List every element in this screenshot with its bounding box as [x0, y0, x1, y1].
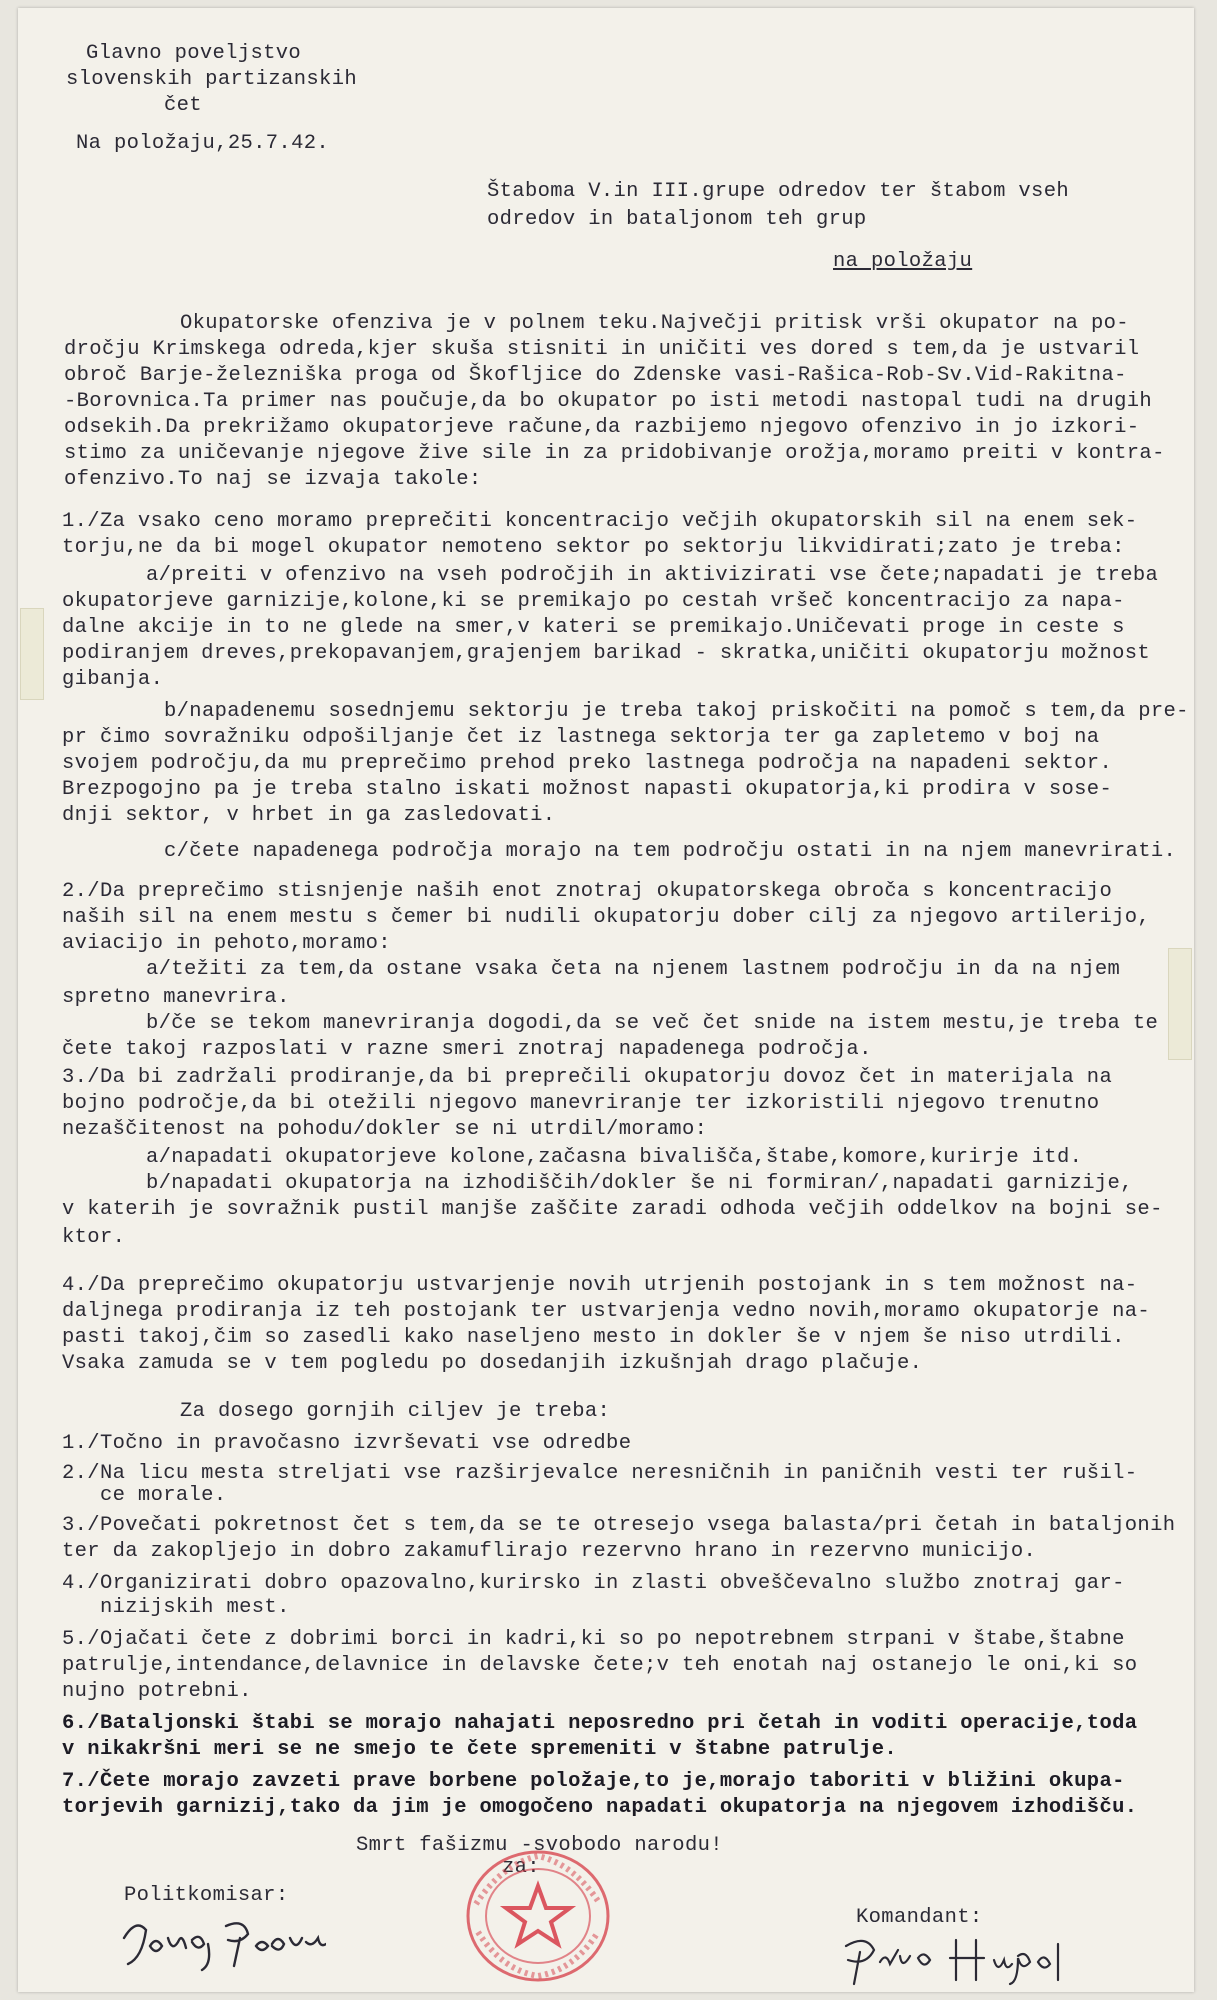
goal-line: patrulje,intendance,delavnice in delavske čete;v teh enotah naj ostanejo le oni,ki so	[62, 1654, 1138, 1677]
intro-line: odsekih.Da prekrižamo okupatorjeve račune,da razbijemo njegovo ofenzivo in jo izkori-	[64, 416, 1140, 439]
section-2-line: b/če se tekom manevriranja dogodi,da se več čet snide na istem mestu,je treba te	[146, 1012, 1159, 1035]
tape-strip	[1168, 948, 1192, 1060]
section-1-line: a/preiti v ofenzivo na vseh področjih in aktivizirati vse čete;napadati je treba	[146, 564, 1159, 587]
goal-line: 1./Točno in pravočasno izvrševati vse odredbe	[62, 1432, 632, 1455]
section-3-line: ktor.	[62, 1226, 126, 1249]
addressee-location: na položaju	[833, 250, 973, 273]
intro-line: ofenzivo.To naj se izvaja takole:	[64, 468, 482, 491]
section-4-line: daljnega prodiranja iz teh postojank ter ustvarjenja vedno novih,moramo okupatorje na-	[62, 1300, 1151, 1323]
goal-line: ce morale.	[62, 1484, 227, 1507]
section-3-line: 3./Da bi zadržali prodiranje,da bi preprečili okupatorju dovoz čet in materijala na	[62, 1066, 1113, 1089]
goals-heading: Za dosego gornjih ciljev je treba:	[180, 1400, 611, 1423]
section-1-line: okupatorjeve garnizije,kolone,ki se premikajo po cestah vršeč koncentracijo za napa-	[62, 590, 1125, 613]
goal-line: v nikakršni meri se ne smejo te čete spremeniti v štabne patrulje.	[62, 1738, 898, 1761]
goal-line: 3./Povečati pokretnost čet s tem,da se te otresejo vsega balasta/pri četah in bataljonih	[62, 1514, 1176, 1537]
section-3-line: bojno področje,da bi otežili njegovo manevriranje ter izkoristili njegovo trenutno	[62, 1092, 1100, 1115]
goal-line: 5./Ojačati čete z dobrimi borci in kadri,ki so po nepotrebnem strpani v štabe,štabne	[62, 1628, 1125, 1651]
section-2-line: naših sil na enem mestu s čemer bi nudili okupatorju dober cilj za njegovo artilerijo,	[62, 906, 1151, 929]
section-3-line: v katerih je sovražnik pustil manjše zaščite zaradi odhoda večjih oddelkov na bojni se-	[62, 1198, 1163, 1221]
section-1-line: c/čete napadenega področja morajo na tem področju ostati in na njem manevrirati.	[164, 840, 1177, 863]
komandant-label: Komandant:	[856, 1906, 983, 1929]
addressee-line: odredov in bataljonom teh grup	[487, 208, 867, 231]
section-2-line: aviacijo in pehoto,moramo:	[62, 932, 391, 955]
tape-strip	[20, 608, 44, 700]
goal-line: 2./Na licu mesta streljati vse razširjevalce neresničnih in paničnih vesti ter rušil-	[62, 1462, 1138, 1485]
section-1-line: dnji sektor, v hrbet in ga zasledovati.	[62, 804, 556, 827]
politkomisar-label: Politkomisar:	[124, 1884, 289, 1907]
section-1-line: podiranjem dreves,prekopavanjem,grajenjem barikad - skratka,uničiti okupatorju možnost	[62, 642, 1151, 665]
intro-line: Okupatorske ofenziva je v polnem teku.Največji pritisk vrši okupator na po-	[180, 312, 1129, 335]
intro-line: dročju Krimskega odreda,kjer skuša stisniti in uničiti ves dored s tem,da je ustvaril	[64, 338, 1140, 361]
org-line: čet	[164, 94, 202, 117]
section-1-line: pr čimo sovražniku odpošiljanje čet iz lastnega sektorja ter ga zapletemo v boj na	[62, 726, 1100, 749]
org-line: slovenskih partizanskih	[66, 68, 357, 91]
komandant-signature	[826, 1926, 1092, 1992]
goal-line: nujno potrebni.	[62, 1680, 252, 1703]
section-3-line: nezaščitenost na pohodu/dokler se ni utrdil/moramo:	[62, 1118, 708, 1141]
intro-line: -Borovnica.Ta primer nas poučuje,da bo okupator po isti metodi nastopal tudi na drugih	[64, 390, 1153, 413]
goal-line: torjevih garnizij,tako da jim je omogočeno napadati okupatorja na njegovem izhodišču.	[62, 1796, 1138, 1819]
section-2-line: čete takoj razposlati v razne smeri znotraj napadenega področja.	[62, 1038, 872, 1061]
section-4-line: pasti takoj,čim so zasedli kako naseljeno mesto in dokler še v njem še niso utrdili.	[62, 1326, 1125, 1349]
goal-line: 6./Bataljonski štabi se morajo nahajati neposredno pri četah in voditi operacije,toda	[62, 1712, 1138, 1735]
section-4-line: Vsaka zamuda se v tem pogledu po dosedanjih izkušnjah drago plačuje.	[62, 1352, 923, 1375]
section-2-line: a/težiti za tem,da ostane vsaka četa na njenem lastnem področju in da na njem	[146, 958, 1121, 981]
goal-line: 4./Organizirati dobro opazovalno,kurirsko in zlasti obveščevalno službo znotraj gar-	[62, 1572, 1125, 1595]
section-1-line: svojem področju,da mu preprečimo prehod preko lastnega področja na napadeni sektor.	[62, 752, 1113, 775]
org-line: Glavno poveljstvo	[86, 42, 302, 65]
section-1-line: gibanja.	[62, 668, 164, 691]
official-stamp	[462, 1844, 614, 1984]
section-2-line: 2./Da preprečimo stisnjenje naših enot znotraj okupatorskega obroča s koncentracijo	[62, 880, 1113, 903]
section-2-line: spretno manevrira.	[62, 986, 290, 1009]
section-4-line: 4./Da preprečimo okupatorju ustvarjenje novih utrjenih postojank in s tem možnost na-	[62, 1274, 1138, 1297]
politkomisar-signature	[116, 1908, 326, 1978]
goal-line: ter da zakopljejo in dobro zakamuflirajo rezervno hrano in rezervno municijo.	[62, 1540, 1037, 1563]
section-1-line: Brezpogojno pa je treba stalno iskati možnost napasti okupatorja,ki prodira v sose-	[62, 778, 1113, 801]
section-1-line: b/napadenemu sosednjemu sektorju je treba takoj priskočiti na pomoč s tem,da pre-	[164, 700, 1189, 723]
intro-line: stimo za uničevanje njegove žive sile in za pridobivanje orožja,moramo preiti v kontra-	[64, 442, 1165, 465]
addressee-line: Štaboma V.in III.grupe odredov ter štabom vseh	[487, 180, 1069, 203]
goal-line: 7./Čete morajo zavzeti prave borbene položaje,to je,morajo taboriti v bližini okupa-	[62, 1770, 1125, 1793]
section-1-line: 1./Za vsako ceno moramo preprečiti koncentracijo večjih okupatorskih sil na enem sek-	[62, 510, 1138, 533]
section-3-line: b/napadati okupatorja na izhodiščih/dokler še ni formiran/,napadati garnizije,	[146, 1172, 1133, 1195]
za-label: za:	[502, 1856, 540, 1879]
goal-line: nizijskih mest.	[62, 1596, 290, 1619]
section-3-line: a/napadati okupatorjeve kolone,začasna bivališča,štabe,komore,kurirje itd.	[146, 1146, 1083, 1169]
place-date: Na položaju,25.7.42.	[76, 132, 330, 155]
intro-line: obroč Barje-železniška proga od Škofljice do Zdenske vasi-Rašica-Rob-Sv.Vid-Rakitna-	[64, 364, 1127, 387]
closing-slogan: Smrt fašizmu -svobodo narodu!	[356, 1834, 723, 1857]
section-1-line: dalne akcije in to ne glede na smer,v kateri se premikajo.Uničevati proge in ceste s	[62, 616, 1125, 639]
section-1-line: torju,ne da bi mogel okupator nemoteno sektor po sektorju likvidirati;zato je treba:	[62, 536, 1125, 559]
